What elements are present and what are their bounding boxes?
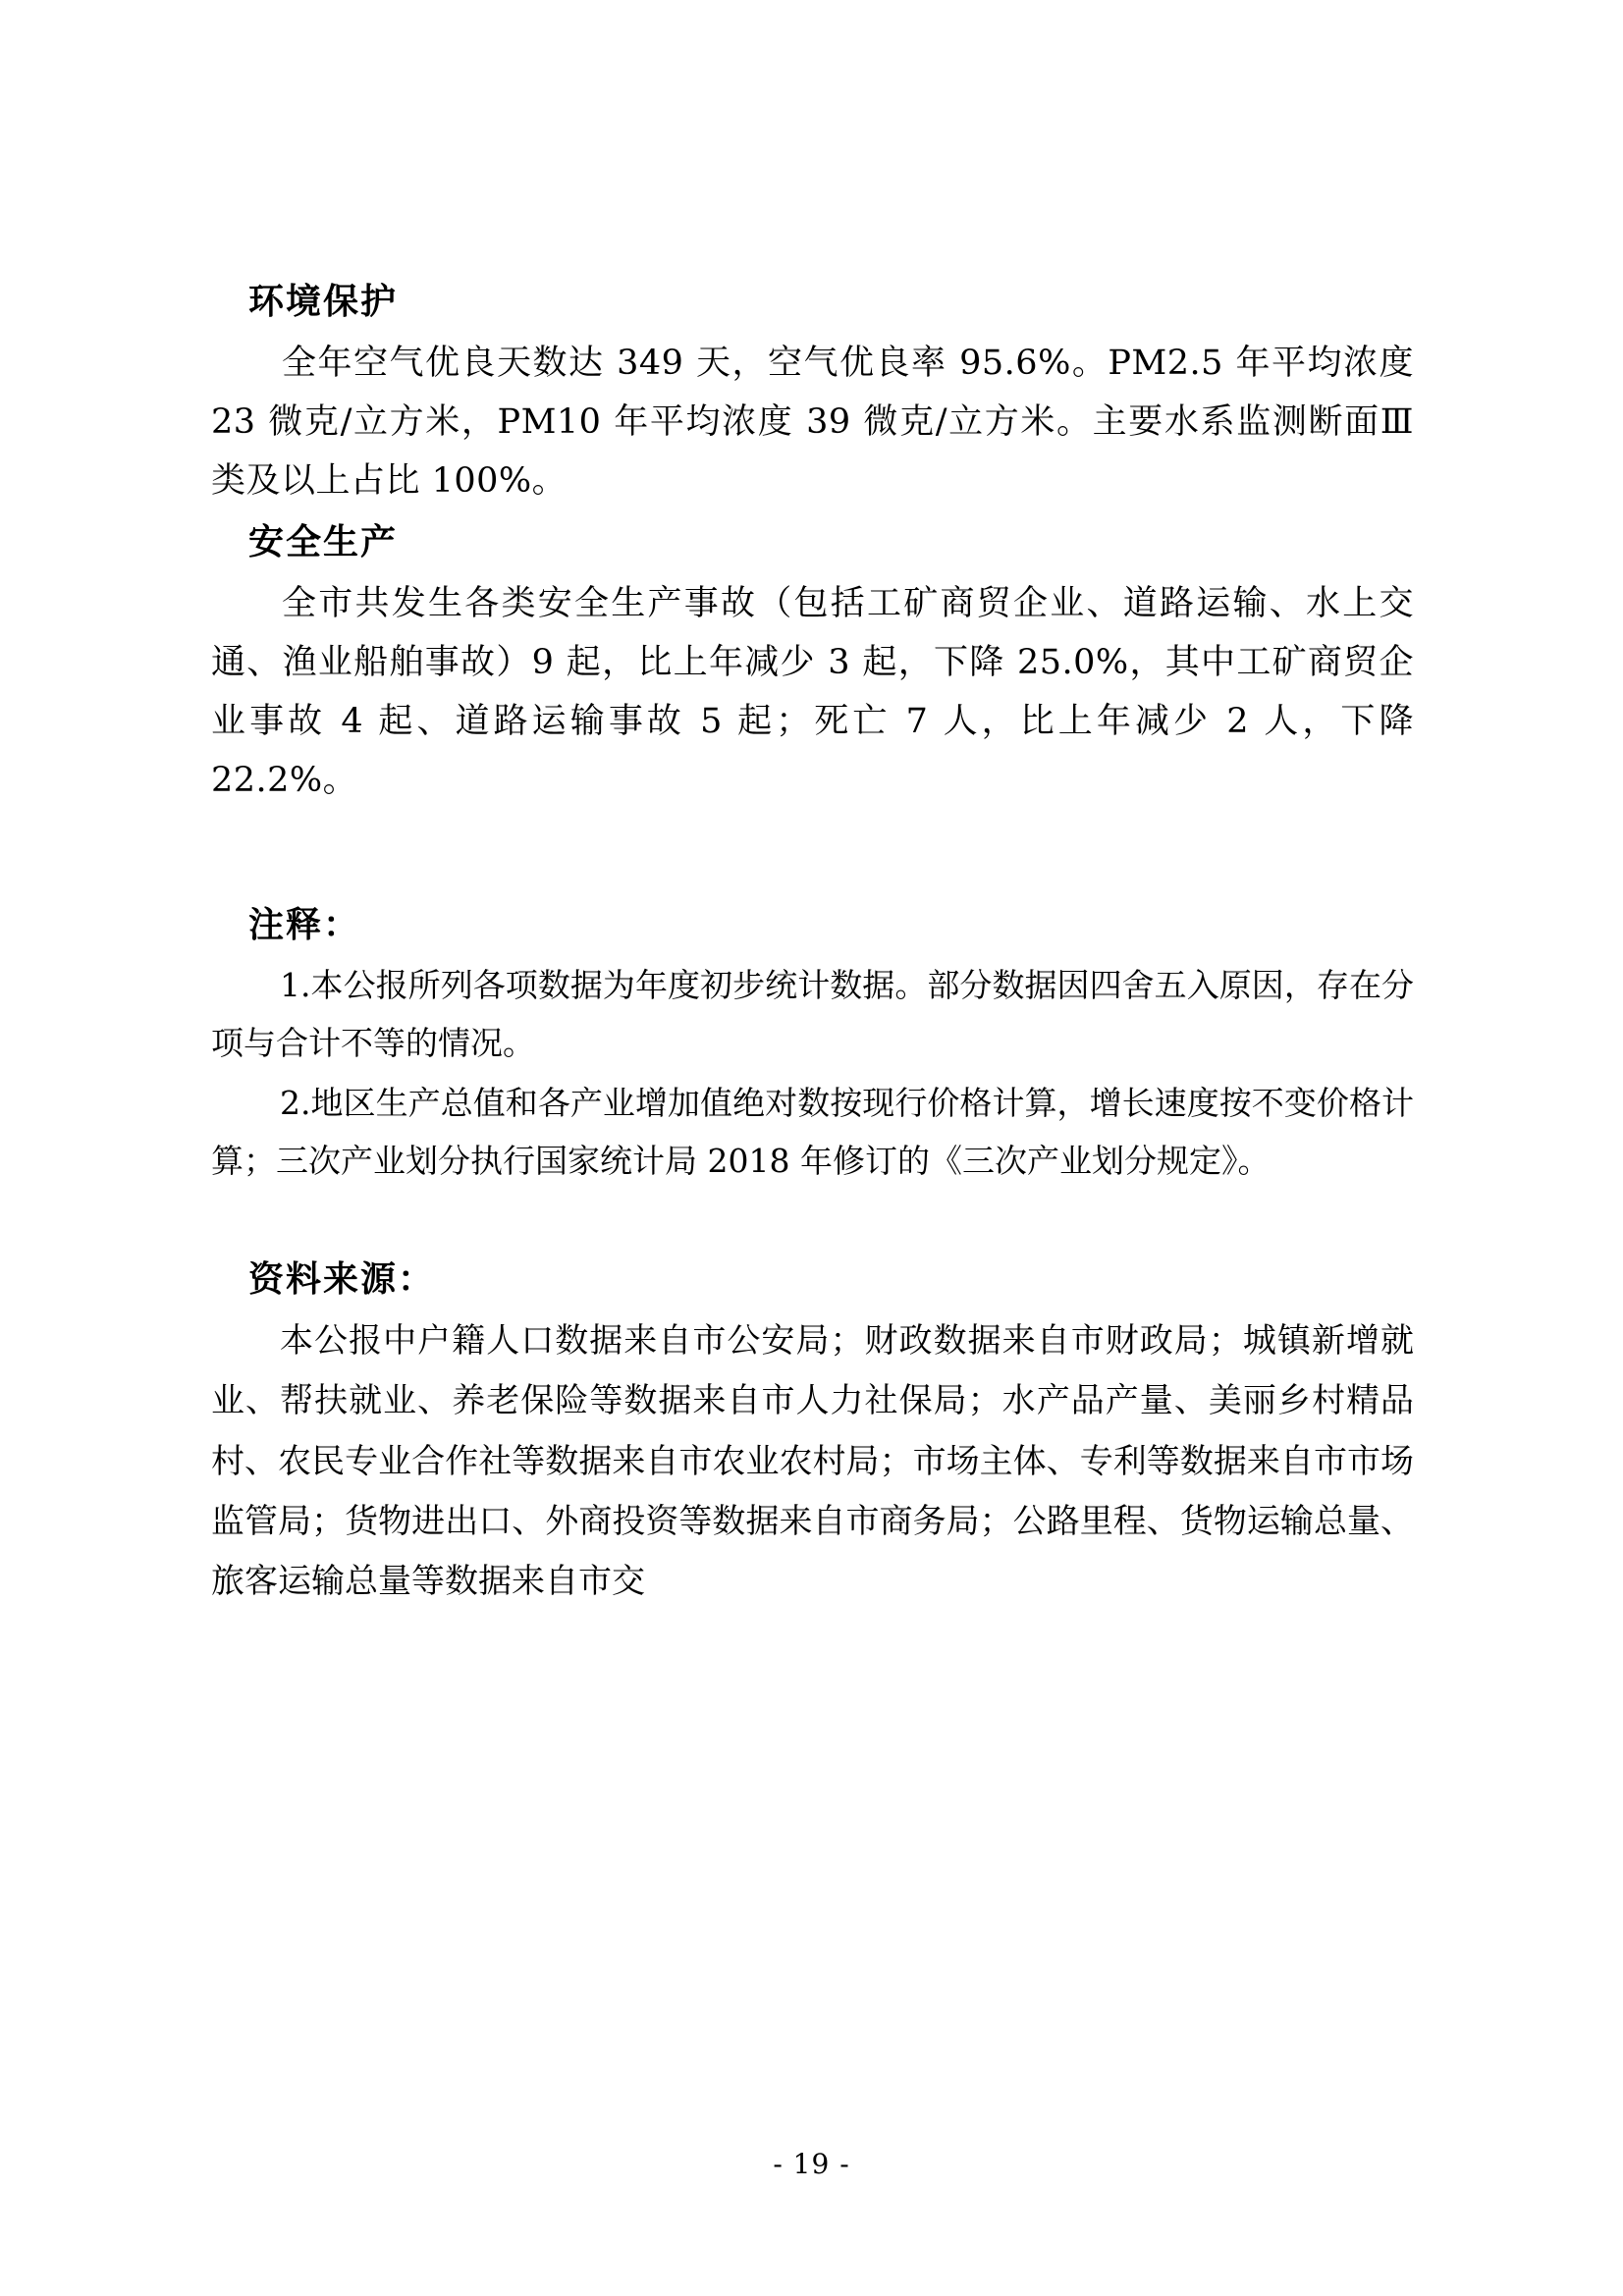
section-spacer: [211, 814, 1414, 898]
note-item-1: 1.本公报所列各项数据为年度初步统计数据。部分数据因四舍五入原因，存在分项与合计不等的情况。: [211, 966, 1414, 1063]
section-heading-environment: 环境保护: [248, 281, 399, 322]
document-body: [211, 275, 1414, 1612]
notes-spacer: [211, 1192, 1414, 1253]
section-paragraph-safety: 全市共发生各类安全生产事故（包括工矿商贸企业、道路运输、水上交通、渔业船舶事故）9 起，比上年减少 3 起，下降 25.0%，其中工矿商贸企业事故 4 起、道路运输事故 5 起；死亡 7 人，比上年减少 2 人，下降 22.2%。: [211, 583, 1414, 801]
note-item-2: 2.地区生产总值和各产业增加值绝对数按现行价格计算，增长速度按不变价格计算；三次产业划分执行国家统计局 2018 年修订的《三次产业划分规定》。: [211, 1083, 1414, 1180]
sources-paragraph: 本公报中户籍人口数据来自市公安局；财政数据来自市财政局；城镇新增就业、帮扶就业、养老保险等数据来自市人力社保局；水产品产量、美丽乡村精品村、农民专业合作社等数据来自市农业农村局；市场主体、专利等数据来自市市场监管局；货物进出口、外商投资等数据来自市商务局；公路里程、货物运输总量、旅客运输总量等数据来自市交: [211, 1321, 1414, 1601]
section-heading-safety: 安全生产: [248, 520, 399, 562]
sources-heading: 资料来源：: [248, 1258, 436, 1301]
page-number: - 19 -: [773, 2148, 850, 2180]
section-paragraph-environment: 全年空气优良天数达 349 天，空气优良率 95.6%。PM2.5 年平均浓度 23 微克/立方米，PM10 年平均浓度 39 微克/立方米。主要水系监测断面Ⅲ类及以上占比 100%。: [211, 344, 1414, 502]
notes-heading: 注释：: [248, 904, 361, 946]
